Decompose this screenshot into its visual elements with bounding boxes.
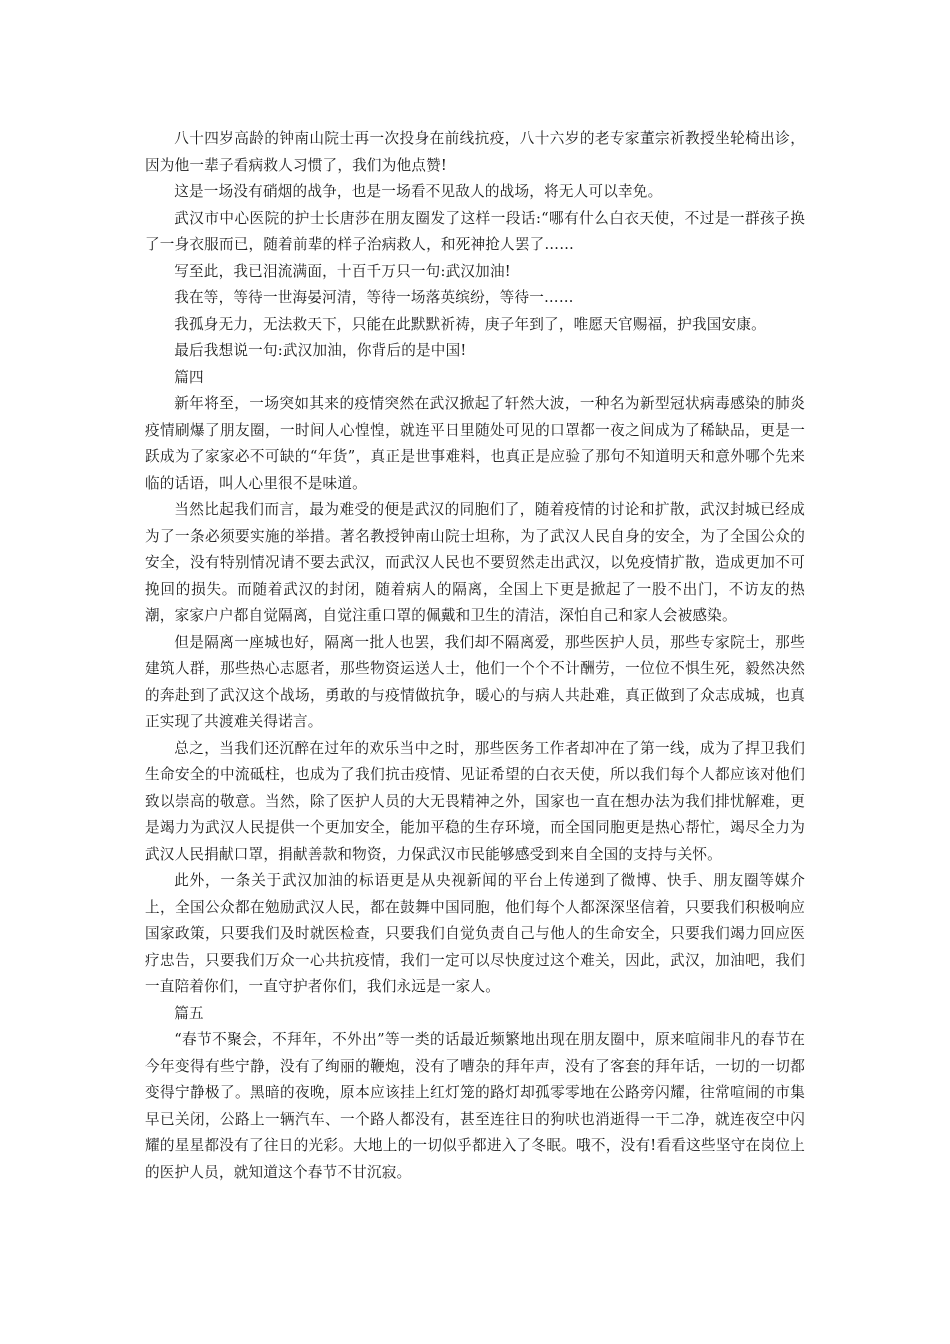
paragraph: 我在等，等待一世海晏河清，等待一场落英缤纷，等待一…… (174, 289, 574, 306)
paragraph: “春节不聚会，不拜年，不外出”等一类的话最近频繁地出现在朋友圈中，原来喧闹非凡的春节在今年变得有些宁静，没有了绚丽的鞭炮，没有了嘈杂的拜年声，没有了客套的拜年话，一切的一切都变得宁静极了。黑暗的夜晚，原本应该挂上红灯笼的路灯却孤零零地在公路旁闪耀，往常喧闹的市集早已关闭，公路上一辆汽车、一个路人都没有，甚至连往日的狗吠也消逝得一干二净，就连夜空中闪耀的星星都没有了往日的光彩。大地上的一切似乎都进入了冬眠。哦不，没有!看看这些坚守在岗位上的医护人员，就知道这个春节不甘沉寂。 (145, 1031, 805, 1181)
paragraph: 我孤身无力，无法救天下，只能在此默默祈祷，庚子年到了，唯愿天官赐福，护我国安康。 (174, 315, 766, 333)
section-heading: 篇五 (174, 1004, 204, 1022)
section-heading: 篇四 (174, 368, 204, 386)
paragraph: 当然比起我们而言，最为难受的便是武汉的同胞们了，随着疫情的讨论和扩散，武汉封城已经成为了一条必须要实施的举措。著名教授钟南山院士坦称，为了武汉人民自身的安全，为了全国公众的安全，没有特别情况请不要去武汉，而武汉人民也不要贸然走出武汉，以免疫情扩散，造成更加不可挽回的损失。而随着武汉的封闭，随着病人的隔离，全国上下更是掀起了一股不出门，不访友的热潮，家家户户都自觉隔离，自觉注重口罩的佩戴和卫生的清洁，深怕自己和家人会被感染。 (145, 501, 805, 624)
paragraph: 此外，一条关于武汉加油的标语更是从央视新闻的平台上传递到了微博、快手、朋友圈等媒介上，全国公众都在勉励武汉人民，都在鼓舞中国同胞，他们每个人都深深坚信着，只要我们积极响应国家政策，只要我们及时就医检查，只要我们自觉负责自己与他人的生命安全，只要我们竭力回应医疗忠告，只要我们万众一心共抗疫情，我们一定可以尽快度过这个难关，因此，武汉，加油吧，我们一直陪着你们，一直守护者你们，我们永远是一家人。 (145, 872, 805, 995)
paragraph: 新年将至，一场突如其来的疫情突然在武汉掀起了轩然大波，一种名为新型冠状病毒感染的肺炎疫情刷爆了朋友圈，一时间人心惶惶，就连平日里随处可见的口罩都一夜之间成为了稀缺品，更是一跃成为了家家必不可缺的“年货”，真正是世事难料，也真正是应验了那句不知道明天和意外哪个先来临的话语，叫人心里很不是味道。 (145, 395, 805, 492)
paragraph: 这是一场没有硝烟的战争，也是一场看不见敌人的战场，将无人可以幸免。 (174, 183, 663, 200)
paragraph: 八十四岁高龄的钟南山院士再一次投身在前线抗疫，八十六岁的老专家董宗祈教授坐轮椅出诊，因为他一辈子看病救人习惯了，我们为他点赞! (145, 130, 805, 174)
paragraph: 武汉市中心医院的护士长唐莎在朋友圈发了这样一段话:“哪有什么白衣天使，不过是一群孩子换了一身衣服而已，随着前辈的样子治病救人，和死神抢人罢了…… (145, 209, 805, 253)
paragraph: 总之，当我们还沉醉在过年的欢乐当中之时，那些医务工作者却冲在了第一线，成为了捍卫我们生命安全的中流砥柱，也成为了我们抗击疫情、见证希望的白衣天使，所以我们每个人都应该对他们致以崇高的敬意。当然，除了医护人员的大无畏精神之外，国家也一直在想办法为我们排忧解难，更是竭力为武汉人民提供一个更加安全，能加平稳的生存环境，而全国同胞更是热心帮忙，竭尽全力为武汉人民捐献口罩，捐献善款和物资，力保武汉市民能够感受到来自全国的支持与关怀。 (145, 739, 805, 863)
document-body (145, 126, 805, 1186)
paragraph: 写至此，我已泪流满面，十百千万只一句:武汉加油! (174, 262, 511, 280)
paragraph: 但是隔离一座城也好，隔离一批人也罢，我们却不隔离爱，那些医护人员，那些专家院士，那些建筑人群，那些热心志愿者，那些物资运送人士，他们一个个不计酬劳，一位位不惧生死，毅然决然的奔赴到了武汉这个战场，勇敢的与疫情做抗争，暖心的与病人共赴难，真正做到了众志成城，也真正实现了共渡难关得诺言。 (145, 633, 805, 730)
paragraph: 最后我想说一句:武汉加油，你背后的是中国! (174, 342, 467, 359)
